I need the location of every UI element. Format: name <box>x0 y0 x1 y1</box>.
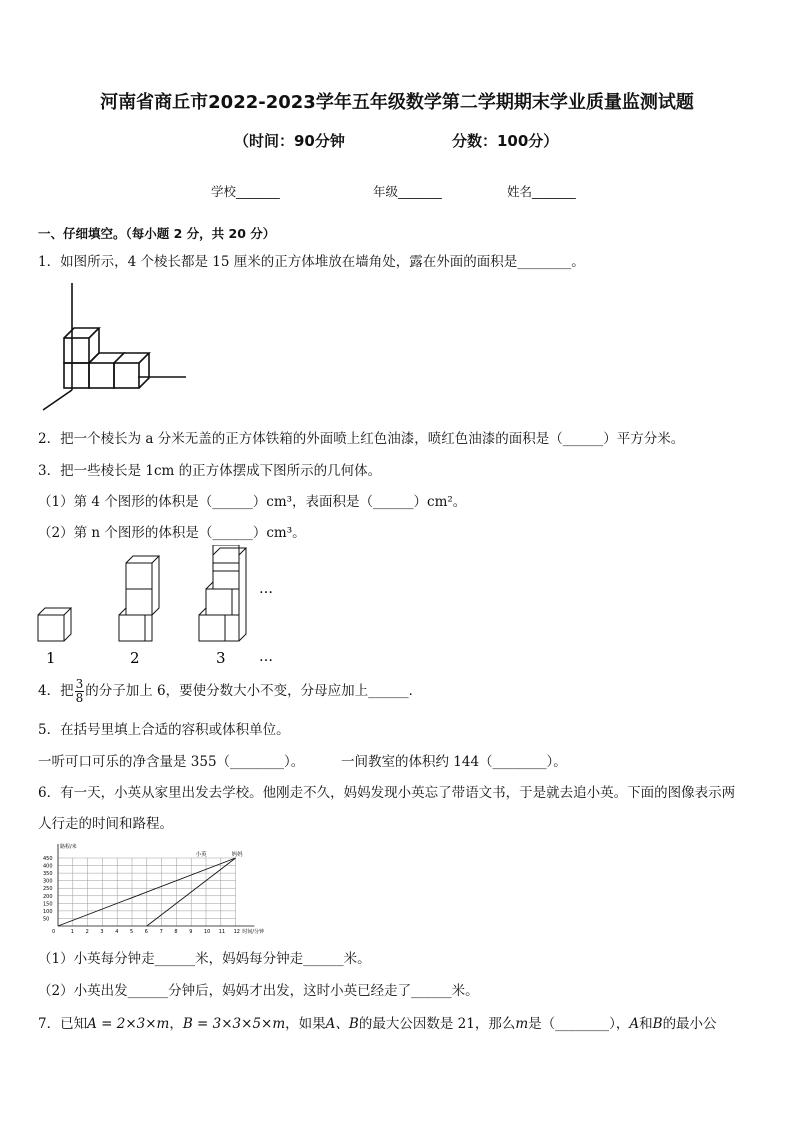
school-field: 学校_______ <box>211 184 280 199</box>
q7-text-5: 是（________）， <box>528 1016 630 1032</box>
fig3-ellipsis-top: … <box>259 581 273 597</box>
y-tick-300: 300 <box>43 878 53 885</box>
name-field: 姓名_______ <box>507 184 576 199</box>
q4-denominator: 8 <box>75 691 84 705</box>
x-tick-3: 3 <box>100 929 104 935</box>
question-2: 2．把一个棱长为 a 分米无盖的正方体铁箱的外面喷上红色油漆，喷红色油漆的面积是（______）平方分米。 <box>38 431 685 447</box>
x-tick-4: 4 <box>115 929 119 935</box>
corner-cubes-figure <box>38 280 198 415</box>
page-title: 河南省商丘市2022-2023学年五年级数学第二学期期末学业质量监测试题 <box>100 92 694 113</box>
q7-m: m <box>515 1016 529 1032</box>
q7-formula-b: B = 3×3×5×m <box>182 1016 286 1032</box>
q7-text-1: 7．已知 <box>38 1016 88 1032</box>
q7-a: A <box>629 1016 640 1032</box>
q4-numerator: 3 <box>75 677 84 691</box>
q4-fraction <box>75 678 85 705</box>
question-6-line-2: 人行走的时间和路程。 <box>38 816 173 832</box>
y-tick-200: 200 <box>43 893 53 900</box>
section-heading: 一、仔细填空。（每小题 2 分，共 20 分） <box>38 226 276 241</box>
question-3-part-2: （2）第 n 个图形的体积是（______）cm³。 <box>38 525 306 541</box>
q7-text-4: 的最大公因数是 21，那么 <box>358 1016 516 1032</box>
q7-b: B <box>652 1016 663 1032</box>
stacked-cubes-figure <box>30 545 290 670</box>
y-tick-150: 150 <box>43 901 53 908</box>
exam-score: 分数：100分） <box>452 132 559 150</box>
x-tick-12: 12 <box>233 929 240 935</box>
question-7 <box>38 1012 717 1032</box>
y-tick-400: 400 <box>43 863 53 870</box>
q7-text-7: 的最小公 <box>662 1016 717 1032</box>
series-label-xiaoying: 小英 <box>195 852 207 858</box>
x-tick-2: 2 <box>85 929 89 935</box>
x-tick-8: 8 <box>174 929 178 935</box>
series-label-mama: 妈妈 <box>231 852 243 858</box>
y-tick-100: 100 <box>43 908 53 915</box>
question-6-part-1: （1）小英每分钟走______米，妈妈每分钟走______米。 <box>38 951 371 967</box>
y-axis-label: 路程/米 <box>60 844 77 850</box>
question-3-part-1: （1）第 4 个图形的体积是（______）cm³，表面积是（______）cm²。 <box>38 494 467 510</box>
fig3-ellipsis-bottom: … <box>259 649 273 665</box>
question-3: 3．把一些棱长是 1cm 的正方体摆成下图所示的几何体。 <box>38 463 382 479</box>
x-tick-6: 6 <box>144 929 148 935</box>
q4-suffix: 的分子加上 6，要使分数大小不变，分母应加上______． <box>85 683 423 699</box>
question-6-line-1: 6．有一天，小英从家里出发去学校。他刚走不久，妈妈发现小英忘了带语文书，于是就去追小英。下面的图像表示两 <box>38 785 736 801</box>
x-tick-11: 11 <box>218 929 226 935</box>
x-tick-5: 5 <box>130 929 134 935</box>
q4-prefix: 4．把 <box>38 683 74 699</box>
q7-formula-a: A = 2×3×m <box>87 1016 170 1032</box>
y-tick-250: 250 <box>43 886 53 893</box>
q7-text-3: ，如果 <box>285 1016 326 1032</box>
x-tick-7: 7 <box>159 929 163 935</box>
y-tick-50: 50 <box>43 916 50 923</box>
y-tick-350: 350 <box>43 871 53 878</box>
grade-field: 年级_______ <box>373 184 442 199</box>
x-tick-9: 9 <box>189 929 193 935</box>
q7-ab: A、B <box>325 1016 359 1032</box>
exam-time: （时间：90分钟 <box>234 132 345 150</box>
origin-label: 0 <box>52 929 56 935</box>
x-tick-10: 10 <box>204 929 211 935</box>
fig3-label-2: 2 <box>130 649 140 667</box>
fig3-label-1: 1 <box>46 649 56 667</box>
fig3-label-3: 3 <box>216 649 226 667</box>
question-4 <box>38 678 422 705</box>
question-5-a: 一听可口可乐的净含量是 355（________）。 <box>38 754 305 770</box>
question-5: 5．在括号里填上合适的容积或体积单位。 <box>38 722 290 738</box>
y-tick-450: 450 <box>43 856 53 862</box>
q7-text-2: ， <box>169 1016 183 1032</box>
question-5-b: 一间教室的体积约 144（________）。 <box>341 754 567 770</box>
x-axis-label: 时间/分钟 <box>242 929 265 935</box>
q7-text-6: 和 <box>639 1016 653 1032</box>
x-tick-1: 1 <box>70 929 74 935</box>
question-6-part-2: （2）小英出发______分钟后，妈妈才出发，这时小英已经走了______米。 <box>38 983 479 999</box>
distance-time-chart <box>38 840 268 942</box>
question-1: 1．如图所示，4 个棱长都是 15 厘米的正方体堆放在墙角处，露在外面的面积是________。 <box>38 254 585 270</box>
